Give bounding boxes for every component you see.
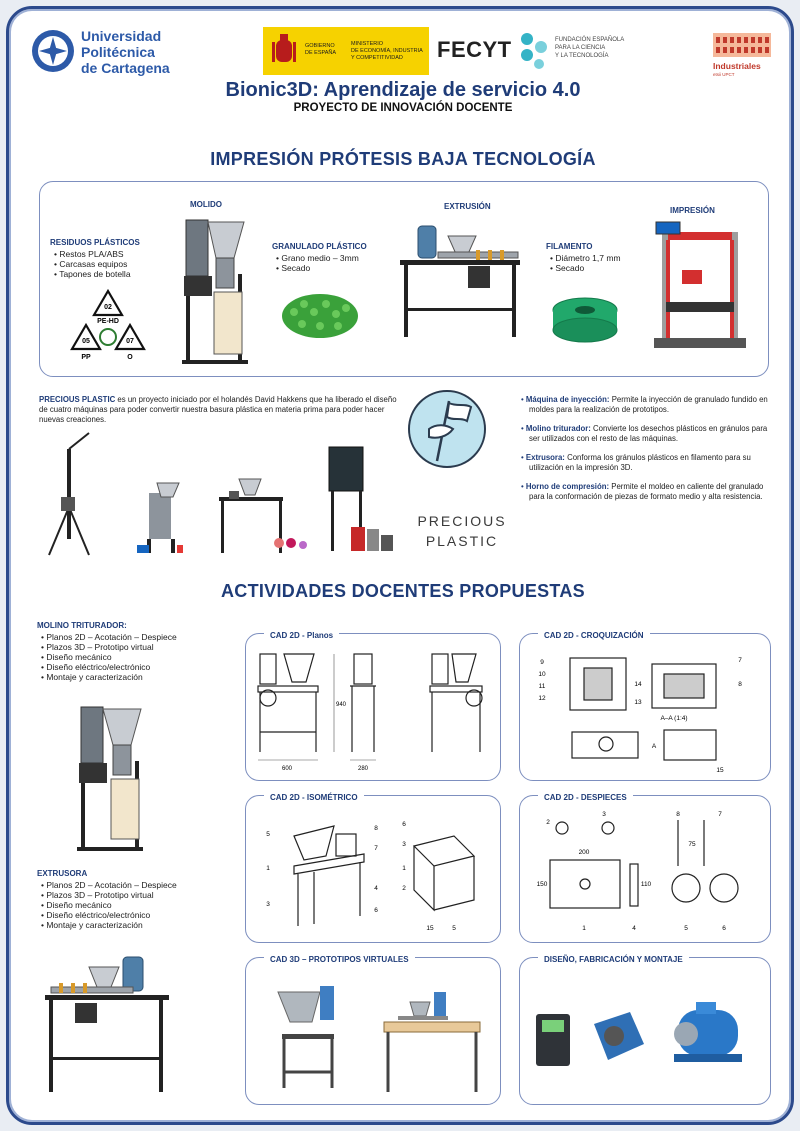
granulado-title: GRANULADO PLÁSTICO: [272, 242, 367, 251]
molino-item: • Diseño eléctrico/electrónico: [41, 662, 177, 672]
precious-intro: [39, 395, 397, 425]
panel-title: CAD 2D - DESPIECES: [538, 793, 633, 802]
residuos-title: RESIDUOS PLÁSTICOS: [50, 238, 140, 247]
recycle-code-05: 05: [82, 338, 90, 345]
callout: 7: [738, 657, 742, 664]
precious-item: [521, 482, 771, 502]
extruder-machine-image: [398, 220, 522, 340]
callout: 2: [402, 885, 406, 892]
callout: 6: [402, 821, 406, 828]
process-box: [39, 181, 769, 377]
upct-name-1: Universidad: [81, 28, 162, 44]
precious-item-text: Permite el moldeo en caliente del granulado para la conformación de piezas de formato medio y alta resistencia.: [529, 482, 764, 501]
precious-item: [521, 453, 771, 473]
molino-item: • Plazos 3D – Prototipo virtual: [41, 642, 177, 652]
callout: 4: [632, 925, 636, 932]
callout: 12: [538, 695, 546, 702]
page-title: Bionic3D: Aprendizaje de servicio 4.0: [225, 79, 581, 101]
granulado-list: [276, 253, 359, 273]
precious-item-bold: Molino triturador:: [525, 424, 591, 433]
callout: 10: [538, 671, 546, 678]
upct-logo: [31, 25, 191, 79]
callout: 3: [602, 811, 606, 818]
callout: 1: [582, 925, 586, 932]
section1-heading: IMPRESIÓN PRÓTESIS BAJA TECNOLOGÍA: [210, 149, 596, 169]
callout: 5: [266, 831, 270, 838]
building-icon: [711, 29, 773, 59]
fecyt-sub-1: FUNDACIÓN ESPAÑOLA: [555, 37, 625, 43]
extrusora-item: • Plazos 3D – Prototipo virtual: [41, 890, 177, 900]
precious-item-bold: Extrusora:: [525, 453, 565, 462]
recycle-name-02: PE-HD: [97, 318, 119, 325]
molino-title: MOLINO TRITURADOR:: [37, 621, 127, 630]
ministry-text-2: DE ECONOMÍA, INDUSTRIA: [351, 48, 423, 54]
panel-planos: [245, 633, 501, 781]
3d-printer-image: [652, 222, 748, 354]
precious-logo-text-2: PLASTIC: [425, 533, 499, 549]
isometrico-drawing: [254, 806, 494, 940]
panel-despieces: [519, 795, 771, 943]
callout: 8: [374, 825, 378, 832]
callout: 8: [738, 681, 742, 688]
precious-machines-list: [521, 395, 771, 511]
precious-intro-bold: PRECIOUS PLASTIC: [39, 395, 116, 404]
section2-heading: ACTIVIDADES DOCENTES PROPUESTAS: [220, 581, 585, 601]
filament-spool-image: [550, 294, 620, 344]
precious-item: [521, 395, 771, 415]
granulado-item: • Secado: [276, 263, 359, 273]
dim-600: 600: [282, 766, 293, 772]
prototipos-render: [254, 972, 494, 1102]
precious-item-text: Conforma los gránulos plásticos en filamento para su utilización en la impresión 3D.: [529, 453, 751, 472]
dim-110: 110: [640, 881, 652, 888]
industriales-text: Industriales: [713, 61, 761, 71]
precious-item: [521, 424, 771, 444]
callout: 9: [540, 659, 544, 666]
dim-aa: A–A (1:4): [660, 715, 688, 722]
extrusora-item: • Planos 2D – Acotación – Despiece: [41, 880, 177, 890]
precious-item-bold: Horno de compresión:: [525, 482, 610, 491]
callout: 13: [634, 699, 642, 706]
panel-title: DISEÑO, FABRICACIÓN Y MONTAJE: [538, 955, 689, 964]
residuos-item: • Restos PLA/ABS: [54, 249, 131, 259]
fecyt-sub-2: PARA LA CIENCIA: [555, 45, 606, 51]
despieces-drawing: [528, 806, 764, 940]
ministry-text-1: MINISTERIO: [351, 41, 384, 47]
molino-machine-image: [73, 699, 149, 853]
callout: 7: [718, 811, 722, 818]
industriales-logo: [711, 29, 775, 79]
callout: 3: [266, 901, 270, 908]
extrusora-title: EXTRUSORA: [37, 869, 88, 878]
dim-200: 200: [578, 849, 590, 856]
gov-text-2: DE ESPAÑA: [305, 50, 337, 56]
precious-item-bold: Máquina de inyección:: [525, 395, 610, 404]
panel-title: CAD 2D - Planos: [264, 631, 339, 640]
panel-title: CAD 3D – PROTOTIPOS VIRTUALES: [264, 955, 415, 964]
callout: 3: [402, 841, 406, 848]
fecyt-molecule-icon: [517, 31, 551, 71]
panel-isometrico: [245, 795, 501, 943]
extrusora-machine-image: [41, 953, 171, 1095]
upct-name-3: de Cartagena: [81, 60, 170, 76]
residuos-item: • Tapones de botella: [54, 269, 131, 279]
callout: 4: [374, 885, 378, 892]
dim-150: 150: [536, 881, 548, 888]
recycle-code-02: 02: [104, 304, 112, 311]
upct-name-2: Politécnica: [81, 44, 155, 60]
residuos-list: [54, 249, 131, 279]
impresion-label: IMPRESIÓN: [670, 206, 715, 215]
callout: 11: [538, 683, 546, 690]
dim-280: 280: [358, 766, 369, 772]
molino-item: • Diseño mecánico: [41, 652, 177, 662]
callout: 6: [722, 925, 726, 932]
callout: 14: [634, 681, 642, 688]
green-pellets-image: [280, 286, 360, 340]
filamento-list: [550, 253, 621, 273]
fecyt-name: FECYT: [437, 37, 512, 62]
shredder-machine-image: [178, 214, 252, 366]
panel-croquizacion: [519, 633, 771, 781]
precious-item-text: Permite la inyección de granulado fundido en moldes para la realización de prototipos.: [529, 395, 768, 414]
dim-75: 75: [688, 841, 696, 848]
callout: 6: [374, 907, 378, 914]
panel-fabricacion: [519, 957, 771, 1105]
callout: 5: [452, 925, 456, 932]
callout: 7: [374, 845, 378, 852]
extrusora-item: • Diseño eléctrico/electrónico: [41, 910, 177, 920]
precious-plastic-logo-icon: [407, 389, 487, 469]
callout: 1: [266, 865, 270, 872]
molino-item: • Planos 2D – Acotación – Despiece: [41, 632, 177, 642]
recycle-code-07: 07: [126, 338, 134, 345]
callout: 5: [684, 925, 688, 932]
precious-intro-text: es un proyecto iniciado por el holandés David Hakkens que ha liberado el diseño de cuatro máquinas para poder convertir nuestra basura plástica en materia prima para poder hacer nuevas creaciones.: [39, 395, 397, 424]
precious-item-text: Convierte los desechos plásticos en gránulos para ser utilizados con el resto de las máquinas.: [529, 424, 768, 443]
precious-logo-text-1: PRECIOUS: [417, 513, 507, 529]
extrusora-list: [41, 880, 177, 930]
filamento-item: • Secado: [550, 263, 621, 273]
extrusora-item: • Montaje y caracterización: [41, 920, 177, 930]
gov-logo: [263, 27, 429, 75]
extrusora-item: • Diseño mecánico: [41, 900, 177, 910]
recycle-name-05: PP: [81, 354, 91, 361]
poster: [6, 6, 794, 1125]
fecyt-sub-3: Y LA TECNOLOGÍA: [555, 53, 609, 59]
extrusion-label: EXTRUSIÓN: [444, 202, 491, 211]
gov-text-1: GOBIERNO: [305, 43, 335, 49]
fecyt-logo: [437, 29, 637, 73]
molino-list: [41, 632, 177, 682]
granulado-item: • Grano medio – 3mm: [276, 253, 359, 263]
recycle-name-07: O: [127, 354, 133, 361]
page-subtitle: PROYECTO DE INNOVACIÓN DOCENTE: [293, 102, 513, 114]
coat-of-arms-icon: [271, 34, 297, 68]
callout: 8: [676, 811, 680, 818]
filamento-item: • Diámetro 1,7 mm: [550, 253, 621, 263]
callout: 2: [546, 819, 550, 826]
ministry-text-3: Y COMPETITIVIDAD: [351, 55, 403, 61]
callout: 1: [402, 865, 406, 872]
panel-prototipos: [245, 957, 501, 1105]
residuos-item: • Carcasas equipos: [54, 259, 131, 269]
molido-label: MOLIDO: [190, 200, 222, 209]
croquizacion-drawing: [528, 644, 764, 778]
fabricacion-photos: [528, 984, 764, 1094]
dim-940: 940: [336, 702, 347, 708]
upct-emblem-icon: [31, 29, 75, 73]
callout: 15: [716, 767, 724, 774]
panel-title: CAD 2D - CROQUIZACIÓN: [538, 631, 650, 640]
recycle-symbols-icon: [70, 287, 146, 365]
precious-machines-image: [39, 437, 399, 559]
filamento-title: FILAMENTO: [546, 242, 593, 251]
dim-a: A: [651, 743, 657, 750]
callout: 15: [426, 925, 434, 932]
planos-drawing: [254, 646, 494, 776]
molino-item: • Montaje y caracterización: [41, 672, 177, 682]
industriales-sub: etsii UPCT: [713, 72, 735, 77]
panel-title: CAD 2D - ISOMÉTRICO: [264, 793, 364, 802]
